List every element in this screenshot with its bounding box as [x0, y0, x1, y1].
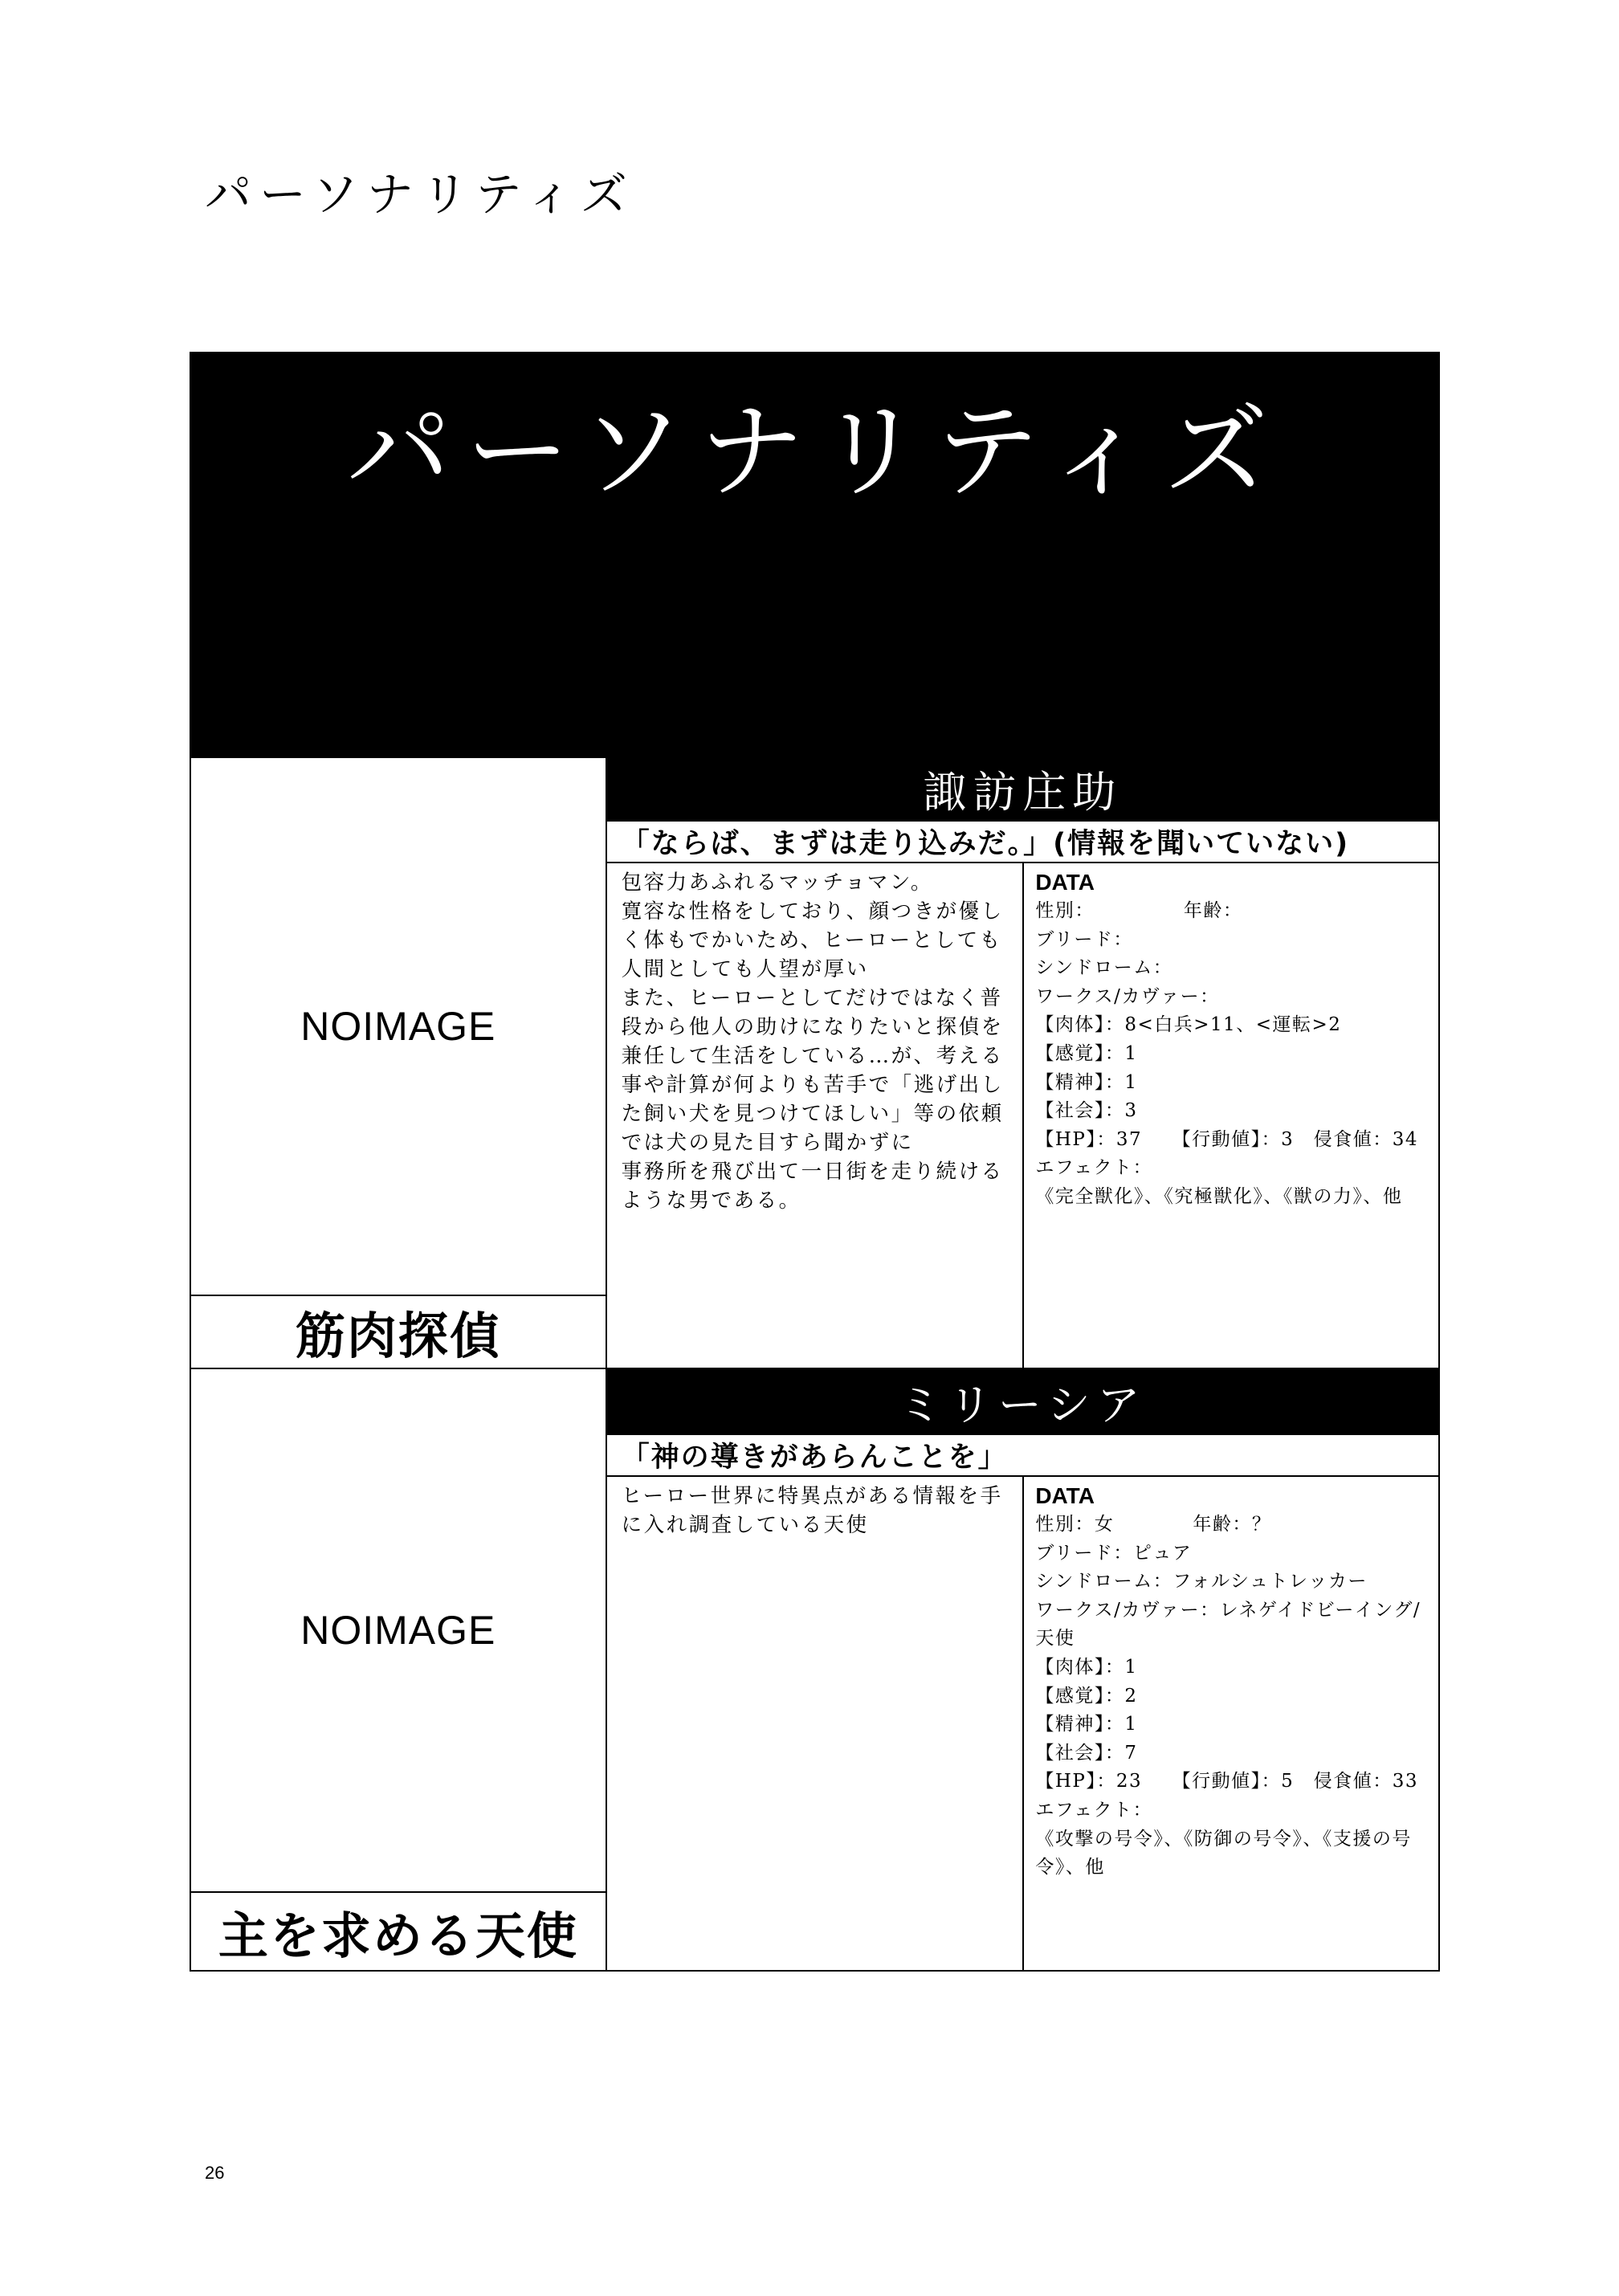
page-heading: パーソナリティズ — [205, 167, 635, 222]
data-line-social: 【社会】：3 — [1035, 1100, 1138, 1122]
data-line-effects-label: エフェクト： — [1035, 1799, 1153, 1821]
data-heading: DATA — [1035, 870, 1095, 895]
character-quote-row — [606, 821, 1439, 863]
noimage-label: NOIMAGE — [300, 1608, 496, 1653]
character-name: ミリーシア — [898, 1379, 1147, 1430]
data-line-works-cover: ワークス/カヴァー：レネゲイドビーイング/天使 — [1035, 1599, 1421, 1650]
character-description: 包容力あふれるマッチョマン。 寛容な性格をしており、顔つきが優しく体もでかいため、ヒーローとしても人間としても人望が厚い また、ヒーローとしてだけではなく普段から他人の助けになりたいと探偵を兼任して生活をしている…が、考える事や計算が何よりも苦手で「逃げ出した飼い犬を見つけてほしい」等の依頼では犬の見た目すら聞かずに 事務所を飛び出て一日街を走り続けるような男である。 — [621, 871, 1004, 1213]
banner-title: パーソナリティズ — [346, 390, 1283, 512]
data-line-sense: 【感覚】：2 — [1035, 1685, 1138, 1707]
data-line-effects: 《完全獣化》、《究極獣化》、《獣の力》、他 — [1035, 1185, 1403, 1207]
data-line-works-cover: ワークス/カヴァー： — [1035, 985, 1220, 1007]
data-line-breed: ブリード：ピュア — [1035, 1542, 1193, 1564]
character-epithet-cell — [190, 1892, 606, 1971]
data-line-mind: 【精神】：1 — [1035, 1714, 1138, 1735]
character-quote-row — [606, 1434, 1439, 1476]
data-heading: DATA — [1035, 1483, 1095, 1508]
data-line-social: 【社会】：7 — [1035, 1742, 1138, 1764]
character-image-placeholder — [190, 1368, 606, 1892]
character-data-cell — [1023, 1476, 1439, 1971]
data-line-sense: 【感覚】：1 — [1035, 1042, 1138, 1064]
character-epithet: 筋肉探偵 — [295, 1307, 501, 1365]
data-line-gender-age: 性別： 年齢： — [1035, 900, 1243, 921]
character-image-placeholder — [190, 757, 606, 1295]
character-name: 諏訪庄助 — [923, 767, 1123, 818]
data-line-body: 【肉体】：1 — [1035, 1656, 1138, 1678]
character-data-cell — [1023, 863, 1439, 1368]
character-epithet-cell — [190, 1295, 606, 1368]
character-name-bar — [606, 757, 1439, 821]
data-line-gender-age: 性別：女 年齢：？ — [1035, 1514, 1272, 1535]
character-epithet: 主を求める天使 — [218, 1906, 578, 1965]
data-line-syndrome: シンドローム：フォルシュトレッカー — [1035, 1571, 1368, 1593]
data-line-mind: 【精神】：1 — [1035, 1071, 1138, 1093]
character-description: ヒーロー世界に特異点がある情報を手に入れ調査している天使 — [621, 1484, 1003, 1537]
data-line-hp-initiative-erosion: 【HP】：23 【行動値】：5 侵食値：33 — [1035, 1771, 1419, 1792]
character-quote: 「ならば、まずは走り込みだ。」(情報を聞いていない) — [621, 828, 1350, 860]
character-name-bar — [606, 1368, 1439, 1434]
character-table — [190, 756, 1440, 1972]
data-line-syndrome: シンドローム： — [1035, 957, 1173, 979]
page-number: 26 — [205, 2163, 225, 2183]
character-description-cell — [606, 863, 1024, 1368]
data-line-breed: ブリード： — [1035, 928, 1133, 950]
noimage-label: NOIMAGE — [300, 1004, 496, 1049]
title-banner — [190, 352, 1440, 757]
data-line-body: 【肉体】：8<白兵>11、<運転>2 — [1035, 1014, 1342, 1036]
character-description-cell — [606, 1476, 1024, 1971]
data-line-hp-initiative-erosion: 【HP】：37 【行動値】：3 侵食値：34 — [1035, 1128, 1419, 1150]
data-line-effects-label: エフェクト： — [1035, 1157, 1153, 1179]
data-line-effects: 《攻撃の号令》、《防御の号令》、《支援の号令》、他 — [1035, 1828, 1412, 1878]
character-quote: 「神の導きがあらんことを」 — [621, 1442, 1008, 1474]
